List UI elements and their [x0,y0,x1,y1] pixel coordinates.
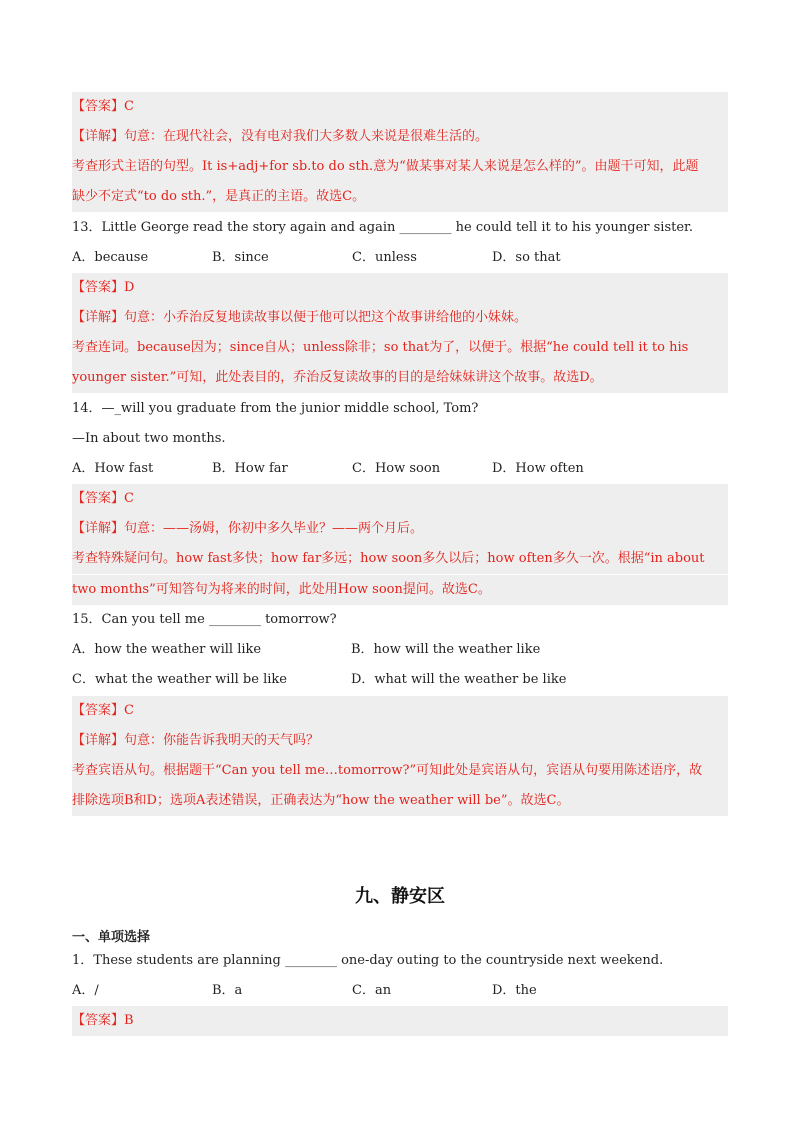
q14-options [72,454,728,484]
q15-option-d: D．what will the weather be like [351,672,567,687]
q15-explanation-line-1: 考查宾语从句。根据题干“Can you tell me…tomorrow?”可知此处是宾语从句，宾语从句要用陈述语序，故 [72,756,728,786]
s2-q1-option-c: C．an [352,983,392,998]
q12-explanation-line-2: 缺少不定式“to do sth.”，是真正的主语。故选C。 [72,182,728,212]
q14-option-a: A．How fast [72,461,154,476]
q14-detail: 【详解】句意：——汤姆，你初中多久毕业？——两个月后。 [72,514,728,544]
s2-q1-option-b: B．a [212,983,243,998]
q15-option-c: C．what the weather will be like [72,672,287,687]
q13-option-a: A．because [72,250,149,265]
section-title: 九、静安区 [355,886,445,907]
q14-answer: 【答案】C [72,484,728,514]
q14-option-c: C．How soon [352,461,441,476]
q13-options [72,243,728,273]
q12-answer: 【答案】C [72,92,728,122]
q13-detail: 【详解】句意：小乔治反复地读故事以便于他可以把这个故事讲给他的小妹妹。 [72,303,728,333]
q13-option-d: D．so that [492,250,561,265]
q14-stem: 14．—_will you graduate from the junior middle school, Tom? [72,401,479,416]
q13-option-b: B．since [212,250,269,265]
q14-option-b: B．How far [212,461,288,476]
q13-stem: 13．Little George read the story again and again ________ he could tell it to his younger sister. [72,220,693,235]
q15-stem: 15．Can you tell me ________ tomorrow? [72,612,337,627]
q15-options-row-2 [72,665,728,695]
q15-options-row-1 [72,635,728,665]
q15-detail: 【详解】句意：你能告诉我明天的天气吗？ [72,726,728,756]
q13-explanation-line-2: younger sister.”可知，此处表目的，乔治反复读故事的目的是给妹妹讲这个故事。故选D。 [72,363,728,393]
q15-option-a: A．how the weather will like [72,642,262,657]
q12-explanation-line-1: 考查形式主语的句型。It is+adj+for sb.to do sth.意为“做某事对某人来说是怎么样的”。由题干可知，此题 [72,152,728,182]
q13-explanation-line-1: 考查连词。because因为；since自从；unless除非；so that为了，以便于。根据“he could tell it to his [72,333,728,363]
q14-reply: —In about two months. [72,431,226,446]
q14-explanation-line-2: two months”可知答句为将来的时间，此处用How soon提问。故选C。 [72,575,728,605]
q15-answer: 【答案】C [72,696,728,726]
q13-answer: 【答案】D [72,273,728,303]
q15-option-b: B．how will the weather like [351,642,541,657]
section-subtitle: 一、单项选择 [72,930,151,945]
s2-q1-stem: 1．These students are planning ________ one-day outing to the countryside next weekend. [72,953,664,968]
s2-q1-option-a: A．/ [72,983,99,998]
s2-q1-answer: 【答案】B [72,1006,728,1036]
q14-explanation-line-1: 考查特殊疑问句。how fast多快；how far多远；how soon多久以后；how often多久一次。根据“in about [72,544,728,574]
q15-explanation-line-2: 排除选项B和D；选项A表述错误，正确表达为“how the weather will be”。故选C。 [72,786,728,816]
s2-q1-option-d: D．the [492,983,537,998]
q12-detail: 【详解】句意：在现代社会，没有电对我们大多数人来说是很难生活的。 [72,122,728,152]
q14-option-d: D．How often [492,461,584,476]
s2-q1-options [72,976,728,1006]
q13-option-c: C．unless [352,250,417,265]
